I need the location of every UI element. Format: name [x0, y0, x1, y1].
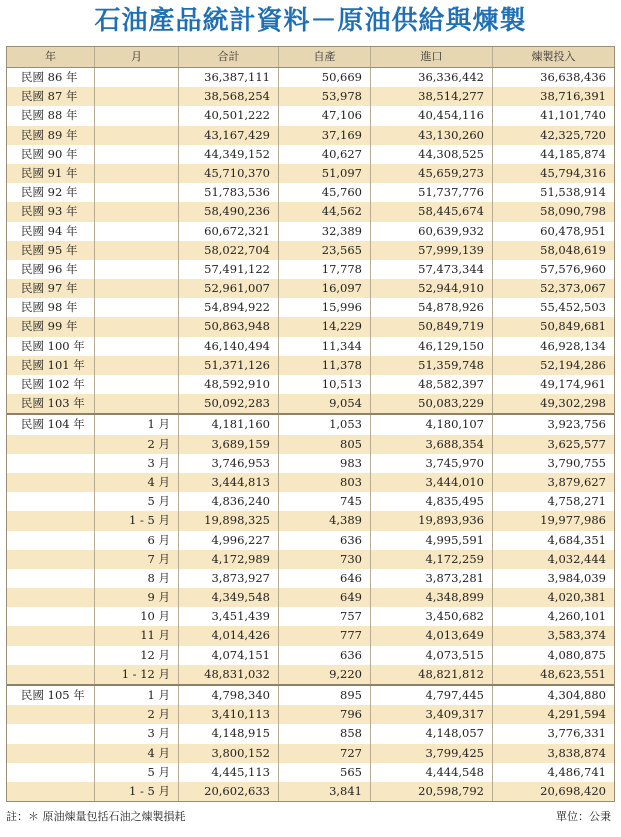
- cell-refinery-input: 4,020,381: [547, 590, 606, 605]
- cell-domestic: 805: [279, 435, 371, 454]
- header-total: 合計: [179, 47, 279, 67]
- table-row: [7, 317, 614, 336]
- cell-refinery-input: 49,302,298: [540, 396, 606, 411]
- cell-year: [7, 492, 95, 511]
- cell-month: [95, 164, 179, 183]
- table-row: [7, 106, 614, 125]
- table-row: [7, 569, 614, 588]
- table-row: [7, 260, 614, 279]
- cell-import: 60,639,932: [371, 222, 493, 241]
- table-row: [7, 782, 614, 801]
- cell-total: 20,602,633: [179, 782, 279, 801]
- cell-total: 3,800,152: [179, 744, 279, 763]
- cell-refinery-input: 19,977,986: [540, 513, 606, 528]
- cell-refinery-input: 4,260,101: [547, 609, 606, 624]
- table-row: [7, 763, 614, 782]
- cell-domestic: 10,513: [279, 375, 371, 394]
- table-row: [7, 435, 614, 454]
- cell-total: 4,074,151: [179, 646, 279, 665]
- cell-domestic: 11,378: [279, 356, 371, 375]
- cell-total: 4,172,989: [179, 550, 279, 569]
- cell-refinery-input: 4,486,741: [547, 764, 606, 779]
- cell-total: 57,491,122: [179, 260, 279, 279]
- unit-label: 單位：公秉: [556, 810, 611, 823]
- header-import: 進口: [371, 47, 493, 67]
- cell-refinery-input: 42,325,720: [540, 127, 606, 142]
- table-row: [7, 705, 614, 724]
- cell-year: 民國 89 年: [7, 126, 95, 145]
- cell-domestic: 15,996: [279, 298, 371, 317]
- cell-domestic: 40,627: [279, 145, 371, 164]
- cell-total: 3,873,927: [179, 569, 279, 588]
- table-row: [7, 473, 614, 492]
- cell-import: 4,348,899: [371, 588, 493, 607]
- cell-refinery-input: 3,838,874: [547, 745, 606, 760]
- cell-import: 46,129,150: [371, 337, 493, 356]
- cell-refinery-input: 50,849,681: [540, 319, 606, 334]
- cell-year: 民國 95 年: [7, 241, 95, 260]
- cell-total: 4,181,160: [179, 415, 279, 434]
- table-body: [7, 68, 614, 801]
- cell-month: [95, 202, 179, 221]
- cell-total: 40,501,222: [179, 106, 279, 125]
- cell-refinery-input: 52,373,067: [540, 281, 606, 296]
- cell-month: [95, 317, 179, 336]
- cell-month: 1 - 5 月: [95, 511, 179, 530]
- cell-total: 48,592,910: [179, 375, 279, 394]
- cell-month: 3 月: [95, 454, 179, 473]
- cell-year: 民國 98 年: [7, 298, 95, 317]
- cell-year: [7, 473, 95, 492]
- table-row: [7, 454, 614, 473]
- cell-total: 48,831,032: [179, 665, 279, 684]
- cell-domestic: 649: [279, 588, 371, 607]
- cell-year: 民國 92 年: [7, 183, 95, 202]
- cell-refinery-input: 44,185,874: [540, 146, 606, 161]
- cell-import: 3,873,281: [371, 569, 493, 588]
- cell-import: 44,308,525: [371, 145, 493, 164]
- cell-total: 52,961,007: [179, 279, 279, 298]
- cell-domestic: 745: [279, 492, 371, 511]
- cell-refinery-input: 3,923,756: [547, 417, 606, 432]
- cell-refinery-input: 4,032,444: [547, 551, 606, 566]
- cell-month: 9 月: [95, 588, 179, 607]
- table-row: [7, 298, 614, 317]
- cell-import: 3,444,010: [371, 473, 493, 492]
- cell-month: 5 月: [95, 492, 179, 511]
- cell-total: 4,836,240: [179, 492, 279, 511]
- cell-year: 民國 87 年: [7, 87, 95, 106]
- cell-import: 3,688,354: [371, 435, 493, 454]
- cell-import: 4,444,548: [371, 763, 493, 782]
- cell-total: 58,022,704: [179, 241, 279, 260]
- cell-domestic: 17,778: [279, 260, 371, 279]
- cell-year: [7, 744, 95, 763]
- cell-year: [7, 626, 95, 645]
- cell-year: [7, 782, 95, 801]
- cell-month: [95, 241, 179, 260]
- cell-month: [95, 87, 179, 106]
- cell-total: 3,451,439: [179, 607, 279, 626]
- crude-oil-table: [6, 46, 615, 802]
- cell-import: 3,745,970: [371, 454, 493, 473]
- table-row: [7, 279, 614, 298]
- cell-month: [95, 279, 179, 298]
- cell-total: 38,568,254: [179, 87, 279, 106]
- cell-refinery-input: 3,879,627: [547, 474, 606, 489]
- table-row: [7, 626, 614, 645]
- cell-month: [95, 106, 179, 125]
- cell-import: 19,893,936: [371, 511, 493, 530]
- cell-refinery-input: 4,758,271: [547, 494, 606, 509]
- table-row: [7, 492, 614, 511]
- cell-import: 51,359,748: [371, 356, 493, 375]
- cell-domestic: 983: [279, 454, 371, 473]
- cell-total: 4,798,340: [179, 686, 279, 705]
- cell-refinery-input: 4,684,351: [547, 532, 606, 547]
- cell-month: [95, 183, 179, 202]
- cell-year: [7, 569, 95, 588]
- cell-month: [95, 260, 179, 279]
- cell-month: [95, 298, 179, 317]
- table-row: [7, 375, 614, 394]
- cell-import: 57,473,344: [371, 260, 493, 279]
- cell-total: 4,014,426: [179, 626, 279, 645]
- cell-year: [7, 511, 95, 530]
- cell-domestic: 23,565: [279, 241, 371, 260]
- cell-domestic: 1,053: [279, 415, 371, 434]
- table-row: [7, 356, 614, 375]
- cell-domestic: 796: [279, 705, 371, 724]
- cell-domestic: 9,054: [279, 394, 371, 413]
- table-row: [7, 145, 614, 164]
- cell-refinery-input: 3,790,755: [547, 455, 606, 470]
- cell-total: 3,444,813: [179, 473, 279, 492]
- cell-domestic: 3,841: [279, 782, 371, 801]
- cell-refinery-input: 46,928,134: [540, 338, 606, 353]
- cell-total: 3,746,953: [179, 454, 279, 473]
- cell-import: 4,797,445: [371, 686, 493, 705]
- cell-refinery-input: 4,080,875: [547, 647, 606, 662]
- table-row: [7, 724, 614, 743]
- cell-import: 4,013,649: [371, 626, 493, 645]
- cell-import: 50,849,719: [371, 317, 493, 336]
- table-row: [7, 550, 614, 569]
- table-row: [7, 202, 614, 221]
- cell-domestic: 47,106: [279, 106, 371, 125]
- cell-month: 1 - 5 月: [95, 782, 179, 801]
- cell-total: 58,490,236: [179, 202, 279, 221]
- cell-refinery-input: 41,101,740: [540, 108, 606, 123]
- cell-month: 1 月: [95, 686, 179, 705]
- cell-import: 58,445,674: [371, 202, 493, 221]
- cell-year: [7, 454, 95, 473]
- cell-import: 48,582,397: [371, 375, 493, 394]
- cell-month: [95, 222, 179, 241]
- cell-year: 民國 88 年: [7, 106, 95, 125]
- cell-year: 民國 97 年: [7, 279, 95, 298]
- cell-import: 4,148,057: [371, 724, 493, 743]
- cell-month: 4 月: [95, 744, 179, 763]
- table-row: [7, 164, 614, 183]
- cell-refinery-input: 20,698,420: [540, 783, 606, 798]
- cell-refinery-input: 58,090,798: [540, 204, 606, 219]
- cell-domestic: 858: [279, 724, 371, 743]
- cell-import: 4,995,591: [371, 531, 493, 550]
- cell-total: 19,898,325: [179, 511, 279, 530]
- cell-month: [95, 375, 179, 394]
- cell-domestic: 37,169: [279, 126, 371, 145]
- cell-domestic: 895: [279, 686, 371, 705]
- cell-year: 民國 96 年: [7, 260, 95, 279]
- cell-year: 民國 99 年: [7, 317, 95, 336]
- cell-domestic: 727: [279, 744, 371, 763]
- cell-month: 1 - 12 月: [95, 665, 179, 684]
- cell-import: 4,073,515: [371, 646, 493, 665]
- cell-year: [7, 724, 95, 743]
- cell-month: 3 月: [95, 724, 179, 743]
- cell-total: 45,710,370: [179, 164, 279, 183]
- table-row: [7, 646, 614, 665]
- table-row: [7, 222, 614, 241]
- table-row: [7, 665, 614, 684]
- cell-total: 50,092,283: [179, 394, 279, 413]
- header-year: 年: [7, 47, 95, 67]
- cell-import: 45,659,273: [371, 164, 493, 183]
- cell-total: 4,996,227: [179, 531, 279, 550]
- table-row: [7, 744, 614, 763]
- page-title: 石油產品統計資料－原油供給與煉製: [94, 6, 527, 36]
- cell-refinery-input: 3,776,331: [547, 726, 606, 741]
- cell-month: [95, 145, 179, 164]
- cell-year: 民國 90 年: [7, 145, 95, 164]
- cell-domestic: 45,760: [279, 183, 371, 202]
- cell-refinery-input: 58,048,619: [540, 242, 606, 257]
- cell-domestic: 636: [279, 646, 371, 665]
- table-row: [7, 511, 614, 530]
- cell-year: 民國 100 年: [7, 337, 95, 356]
- cell-refinery-input: 3,625,577: [547, 436, 606, 451]
- cell-import: 50,083,229: [371, 394, 493, 413]
- cell-refinery-input: 60,478,951: [540, 223, 606, 238]
- cell-month: 2 月: [95, 705, 179, 724]
- cell-year: [7, 550, 95, 569]
- cell-year: [7, 435, 95, 454]
- cell-year: [7, 646, 95, 665]
- cell-year: [7, 665, 95, 684]
- cell-domestic: 803: [279, 473, 371, 492]
- cell-refinery-input: 52,194,286: [540, 357, 606, 372]
- table-row: [7, 394, 614, 413]
- table-row: [7, 588, 614, 607]
- cell-month: [95, 337, 179, 356]
- cell-refinery-input: 4,291,594: [547, 707, 606, 722]
- cell-year: [7, 763, 95, 782]
- cell-refinery-input: 3,583,374: [547, 628, 606, 643]
- table-row: [7, 183, 614, 202]
- header-month: 月: [95, 47, 179, 67]
- cell-domestic: 730: [279, 550, 371, 569]
- cell-total: 3,410,113: [179, 705, 279, 724]
- cell-total: 51,371,126: [179, 356, 279, 375]
- cell-refinery-input: 3,984,039: [547, 570, 606, 585]
- cell-refinery-input: 48,623,551: [540, 666, 606, 681]
- cell-import: 3,450,682: [371, 607, 493, 626]
- cell-total: 43,167,429: [179, 126, 279, 145]
- table-row: [7, 337, 614, 356]
- cell-import: 43,130,260: [371, 126, 493, 145]
- cell-domestic: 16,097: [279, 279, 371, 298]
- cell-total: 51,783,536: [179, 183, 279, 202]
- cell-month: [95, 68, 179, 87]
- cell-refinery-input: 38,716,391: [540, 89, 606, 104]
- cell-year: 民國 104 年: [7, 415, 95, 434]
- cell-domestic: 565: [279, 763, 371, 782]
- cell-domestic: 4,389: [279, 511, 371, 530]
- table-row: [7, 241, 614, 260]
- cell-month: 10 月: [95, 607, 179, 626]
- cell-year: [7, 607, 95, 626]
- cell-domestic: 44,562: [279, 202, 371, 221]
- cell-domestic: 9,220: [279, 665, 371, 684]
- cell-domestic: 11,344: [279, 337, 371, 356]
- header-domestic: 自產: [279, 47, 371, 67]
- table-row: [7, 68, 614, 87]
- cell-total: 3,689,159: [179, 435, 279, 454]
- cell-total: 4,445,113: [179, 763, 279, 782]
- footnote: 註：＊ 原油煉量包括石油之煉製損耗: [6, 810, 186, 823]
- cell-total: 4,148,915: [179, 724, 279, 743]
- table-row: [7, 684, 614, 705]
- table-row: [7, 87, 614, 106]
- cell-total: 4,349,548: [179, 588, 279, 607]
- cell-domestic: 51,097: [279, 164, 371, 183]
- cell-import: 20,598,792: [371, 782, 493, 801]
- cell-import: 48,821,812: [371, 665, 493, 684]
- cell-import: 52,944,910: [371, 279, 493, 298]
- cell-total: 36,387,111: [179, 68, 279, 87]
- cell-year: 民國 102 年: [7, 375, 95, 394]
- cell-month: 1 月: [95, 415, 179, 434]
- table-row: [7, 607, 614, 626]
- cell-year: 民國 91 年: [7, 164, 95, 183]
- cell-import: 3,799,425: [371, 744, 493, 763]
- cell-year: 民國 93 年: [7, 202, 95, 221]
- cell-refinery-input: 45,794,316: [540, 165, 606, 180]
- header-refinery-input: 煉製投入: [531, 50, 576, 63]
- cell-domestic: 32,389: [279, 222, 371, 241]
- cell-month: [95, 126, 179, 145]
- cell-year: 民國 101 年: [7, 356, 95, 375]
- cell-domestic: 50,669: [279, 68, 371, 87]
- cell-year: [7, 531, 95, 550]
- cell-month: 7 月: [95, 550, 179, 569]
- cell-month: 8 月: [95, 569, 179, 588]
- cell-import: 4,180,107: [371, 415, 493, 434]
- cell-month: 6 月: [95, 531, 179, 550]
- cell-import: 57,999,139: [371, 241, 493, 260]
- cell-import: 3,409,317: [371, 705, 493, 724]
- cell-domestic: 757: [279, 607, 371, 626]
- cell-month: 5 月: [95, 763, 179, 782]
- cell-import: 36,336,442: [371, 68, 493, 87]
- cell-refinery-input: 55,452,503: [540, 300, 606, 315]
- cell-domestic: 646: [279, 569, 371, 588]
- cell-domestic: 14,229: [279, 317, 371, 336]
- table-row: [7, 531, 614, 550]
- cell-refinery-input: 49,174,961: [540, 377, 606, 391]
- cell-import: 51,737,776: [371, 183, 493, 202]
- cell-import: 54,878,926: [371, 298, 493, 317]
- cell-refinery-input: 57,576,960: [540, 261, 606, 276]
- cell-refinery-input: 36,638,436: [540, 70, 606, 84]
- cell-year: [7, 705, 95, 724]
- cell-refinery-input: 4,304,880: [547, 688, 606, 702]
- cell-year: 民國 103 年: [7, 394, 95, 413]
- cell-year: [7, 588, 95, 607]
- table-header: [7, 47, 614, 68]
- cell-import: 4,172,259: [371, 550, 493, 569]
- cell-total: 46,140,494: [179, 337, 279, 356]
- cell-total: 44,349,152: [179, 145, 279, 164]
- cell-import: 4,835,495: [371, 492, 493, 511]
- cell-domestic: 53,978: [279, 87, 371, 106]
- cell-total: 50,863,948: [179, 317, 279, 336]
- table-row: [7, 413, 614, 434]
- table-row: [7, 126, 614, 145]
- cell-domestic: 777: [279, 626, 371, 645]
- cell-total: 54,894,922: [179, 298, 279, 317]
- cell-year: 民國 105 年: [7, 686, 95, 705]
- cell-domestic: 636: [279, 531, 371, 550]
- cell-total: 60,672,321: [179, 222, 279, 241]
- cell-month: [95, 356, 179, 375]
- cell-year: 民國 94 年: [7, 222, 95, 241]
- cell-import: 40,454,116: [371, 106, 493, 125]
- cell-month: 2 月: [95, 435, 179, 454]
- cell-year: 民國 86 年: [7, 68, 95, 87]
- cell-month: 12 月: [95, 646, 179, 665]
- cell-month: [95, 394, 179, 413]
- cell-month: 11 月: [95, 626, 179, 645]
- cell-import: 38,514,277: [371, 87, 493, 106]
- cell-month: 4 月: [95, 473, 179, 492]
- cell-refinery-input: 51,538,914: [540, 185, 606, 200]
